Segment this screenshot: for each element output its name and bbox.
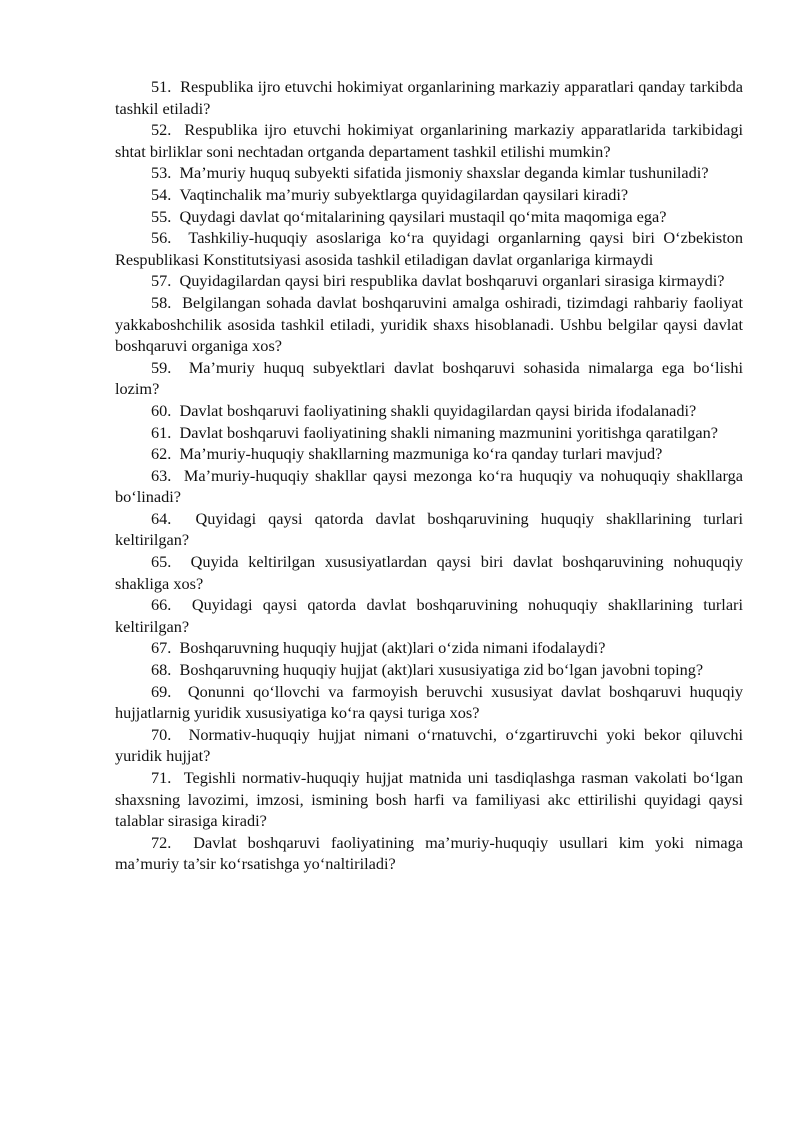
question-number: 52. xyxy=(151,120,172,140)
question-number: 62. xyxy=(151,444,172,464)
question-number: 64. xyxy=(151,508,172,528)
question-number: 69. xyxy=(151,681,172,701)
question-number: 56. xyxy=(151,228,172,248)
question-item xyxy=(115,400,743,422)
question-number: 57. xyxy=(151,271,172,291)
question-text: Belgilangan sohada davlat boshqaruvini amalga oshiradi, tizimdagi rahbariy faoliyat yakkaboshchilik asosida tashkil etiladi, yuridik shaxs hisoblanadi. Ushbu belgilar qaysi davlat boshqaruvi organiga xos? xyxy=(115,292,744,356)
question-item xyxy=(115,357,743,400)
question-item xyxy=(115,681,743,724)
question-text: Ma’muriy huquq subyekti sifatida jismoniy shaxslar deganda kimlar tushuniladi? xyxy=(179,163,709,183)
question-text: Davlat boshqaruvi faoliyatining shakli quyidagilardan qaysi birida ifodalanadi? xyxy=(179,400,697,420)
question-item xyxy=(115,637,743,659)
question-item xyxy=(115,767,743,832)
question-number: 55. xyxy=(151,206,172,226)
question-item xyxy=(115,227,743,270)
question-text: Tegishli normativ-huquqiy hujjat matnida uni tasdiqlashga rasman vakolati bo‘lgan shaxsning lavozimi, imzosi, ismining bosh harfi va familiyasi akc ettirilishi quyidagi qaysi talablar sirasiga kiradi? xyxy=(115,768,743,831)
question-number: 65. xyxy=(151,552,172,572)
question-item xyxy=(115,162,743,184)
question-number: 72. xyxy=(151,832,172,852)
question-item xyxy=(115,832,743,875)
question-item xyxy=(115,292,743,357)
question-item xyxy=(115,184,743,206)
question-number: 68. xyxy=(151,660,172,680)
question-item xyxy=(115,422,743,444)
question-number: 51. xyxy=(151,77,172,96)
question-text: Ma’muriy huquq subyektlari davlat boshqaruvi sohasida nimalarga ega bo‘lishi lozim? xyxy=(115,357,743,399)
question-text: Boshqaruvning huquqiy hujjat (akt)lari o‘zida nimani ifodalaydi? xyxy=(179,638,606,658)
question-number: 63. xyxy=(151,465,172,485)
question-item xyxy=(115,465,743,508)
question-text: Davlat boshqaruvi faoliyatining shakli nimaning mazmunini yoritishga qaratilgan? xyxy=(179,422,719,442)
question-number: 66. xyxy=(151,595,172,615)
question-number: 54. xyxy=(151,184,172,204)
question-text: Quyidagi qaysi qatorda davlat boshqaruvining huquqiy shakllarining turlari keltirilgan? xyxy=(115,508,743,550)
question-text: Normativ-huquqiy hujjat nimani o‘rnatuvchi, o‘zgartiruvchi yoki bekor qiluvchi yuridik hujjat? xyxy=(115,724,744,766)
question-item xyxy=(115,551,743,594)
question-text: Quydagi davlat qo‘mitalarining qaysilari mustaqil qo‘mita maqomiga ega? xyxy=(179,206,667,226)
question-number: 70. xyxy=(151,724,172,744)
question-text: Boshqaruvning huquqiy hujjat (akt)lari xususiyatiga zid bo‘lgan javobni toping? xyxy=(179,660,704,680)
question-text: Ma’muriy-huquqiy shakllarning mazmuniga ko‘ra qanday turlari mavjud? xyxy=(179,444,663,464)
question-text: Respublika ijro etuvchi hokimiyat organlarining markaziy apparatlari qanday tarkibda tashkil etiladi? xyxy=(115,77,743,118)
question-item xyxy=(115,508,743,551)
question-text: Quyida keltirilgan xususiyatlardan qaysi biri davlat boshqaruvining nohuquqiy shakliga xos? xyxy=(115,552,743,593)
question-text: Respublika ijro etuvchi hokimiyat organlarining markaziy apparatlarida tarkibidagi shtat birliklar soni nechtadan ortganda departament tashkil etilishi mumkin? xyxy=(115,120,743,161)
question-text: Qonunni qo‘llovchi va farmoyish beruvchi xususiyat davlat boshqaruvi huquqiy hujjatlarnig yuridik xususiyatiga ko‘ra qaysi turiga xos? xyxy=(115,681,744,723)
question-item xyxy=(115,76,743,119)
question-text: Quyidagi qaysi qatorda davlat boshqaruvining nohuquqiy shakllarining turlari keltirilgan? xyxy=(115,595,744,636)
question-item xyxy=(115,443,743,465)
question-item xyxy=(115,270,743,292)
question-number: 60. xyxy=(151,400,172,420)
question-text: Quyidagilardan qaysi biri respublika davlat boshqaruvi organlari sirasiga kirmaydi? xyxy=(179,271,725,291)
question-text: Ma’muriy-huquqiy shakllar qaysi mezonga ko‘ra huquqiy va nohuquqiy shakllarga bo‘linadi? xyxy=(115,465,743,507)
question-number: 58. xyxy=(151,292,172,312)
question-number: 71. xyxy=(151,768,172,787)
question-item xyxy=(115,119,743,162)
question-number: 67. xyxy=(151,638,172,658)
question-item xyxy=(115,206,743,228)
question-list xyxy=(115,76,743,875)
question-item xyxy=(115,594,743,637)
question-number: 53. xyxy=(151,163,172,183)
question-item xyxy=(115,724,743,767)
question-text: Vaqtinchalik ma’muriy subyektlarga quyidagilardan qaysilari kiradi? xyxy=(179,184,629,204)
question-number: 59. xyxy=(151,357,172,377)
question-text: Davlat boshqaruvi faoliyatining ma’muriy-huquqiy usullari kim yoki nimaga ma’muriy ta’sir ko‘rsatishga yo‘naltiriladi? xyxy=(115,832,744,874)
question-text: Tashkiliy-huquqiy asoslariga ko‘ra quyidagi organlarning qaysi biri O‘zbekiston Respublikasi Konstitutsiyasi asosida tashkil etiladigan davlat organlariga kirmaydi xyxy=(115,228,743,269)
question-item xyxy=(115,659,743,681)
question-number: 61. xyxy=(151,422,172,442)
